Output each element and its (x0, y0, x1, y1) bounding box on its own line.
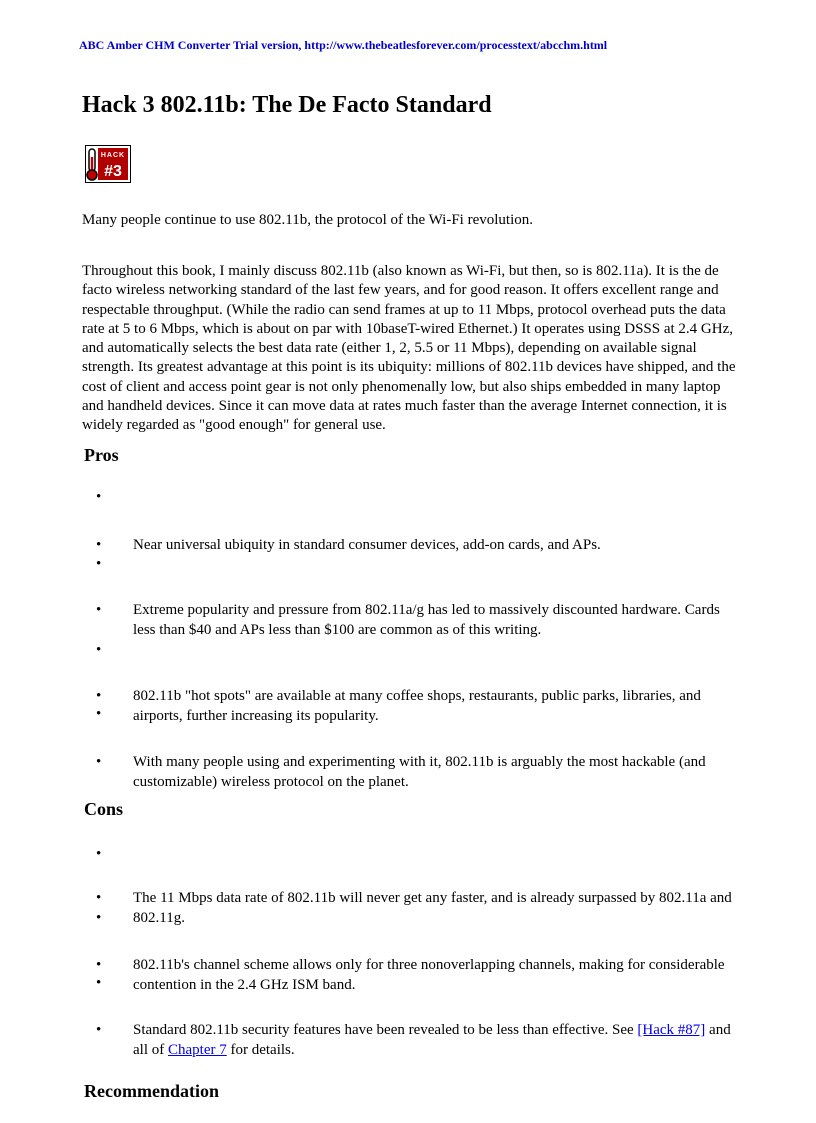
security-text-start: Standard 802.11b security features have been revealed to be less than effective. See (133, 1022, 638, 1038)
empty-bullet: • (96, 489, 102, 505)
empty-bullet: • (96, 975, 102, 991)
hack-icon-number: #3 (104, 163, 122, 180)
list-item (96, 888, 746, 928)
empty-bullet: • (96, 556, 102, 572)
bullet: • (96, 1022, 102, 1038)
list-item (96, 1020, 746, 1060)
recommendation-heading: Recommendation (84, 1081, 219, 1101)
list-item-text (133, 1020, 746, 1060)
empty-bullet: • (96, 706, 102, 722)
bullet: • (96, 890, 102, 906)
list-item (96, 600, 746, 640)
security-text-end: for details. (226, 1042, 295, 1058)
bullet: • (96, 537, 102, 553)
list-item-text: 802.11b "hot spots" are available at many coffee shops, restaurants, public parks, libraries, and airports, further increasing its popularity. (133, 688, 701, 724)
hack-thermometer-icon (85, 145, 131, 183)
empty-bullet: • (96, 910, 102, 926)
page-title: Hack 3 802.11b: The De Facto Standard (82, 92, 492, 118)
intro-text: Many people continue to use 802.11b, the protocol of the Wi-Fi revolution. (82, 212, 533, 228)
list-item-text: With many people using and experimenting with it, 802.11b is arguably the most hackable (and customizable) wireless protocol on the planet. (133, 754, 706, 790)
list-item-text: The 11 Mbps data rate of 802.11b will never get any faster, and is already surpassed by 802.11a and 802.11g. (133, 890, 732, 926)
bullet: • (96, 754, 102, 770)
security-text-middle: and all of (133, 1022, 731, 1058)
converter-banner: ABC Amber CHM Converter Trial version, http://www.thebeatlesforever.com/processtext/abcchm.html (79, 38, 608, 52)
list-item (96, 955, 746, 995)
pros-heading: Pros (84, 445, 119, 465)
list-item (96, 535, 746, 555)
chapter-7-link[interactable]: Chapter 7 (168, 1042, 227, 1058)
list-item-text: Near universal ubiquity in standard consumer devices, add-on cards, and APs. (133, 537, 601, 553)
hack-icon-label: HACK (100, 152, 126, 159)
body-paragraph: Throughout this book, I mainly discuss 802.11b (also known as Wi-Fi, but then, so is 802.11a). It is the de facto wireless networking standard of the last few years, and for good reason. It offers excellent range and respectable throughput. (While the radio can send frames at up to 11 Mbps, protocol overhead puts the data rate at 5 to 6 Mbps, which is about on par with 10baseT-wired Ethernet.) It operates using DSSS at 2.4 GHz, and automatically selects the best data rate (either 1, 2, 5.5 or 11 Mbps), depending on available signal strength. Its greatest advantage at this point is its ubiquity: millions of 802.11b devices have shipped, and the cost of client and access point gear is not only phenomenally low, but also ships embedded in many laptop and handheld devices. Since it can move data at rates much faster than the average Internet connection, it is widely regarded as "good enough" for general use. (82, 263, 736, 434)
cons-heading: Cons (84, 799, 124, 819)
bullet: • (96, 688, 102, 704)
bullet: • (96, 957, 102, 973)
list-item-text: Extreme popularity and pressure from 802.11a/g has led to massively discounted hardware. Cards less than $40 and APs less than $100 are common as of this writing. (133, 602, 720, 638)
bullet: • (96, 602, 102, 618)
hack-87-link[interactable]: [Hack #87] (637, 1022, 706, 1038)
empty-bullet: • (96, 846, 102, 862)
list-item-text: 802.11b's channel scheme allows only for three nonoverlapping channels, making for considerable contention in the 2.4 GHz ISM band. (133, 957, 725, 993)
list-item (96, 686, 746, 726)
list-item (96, 752, 746, 792)
empty-bullet: • (96, 642, 102, 658)
